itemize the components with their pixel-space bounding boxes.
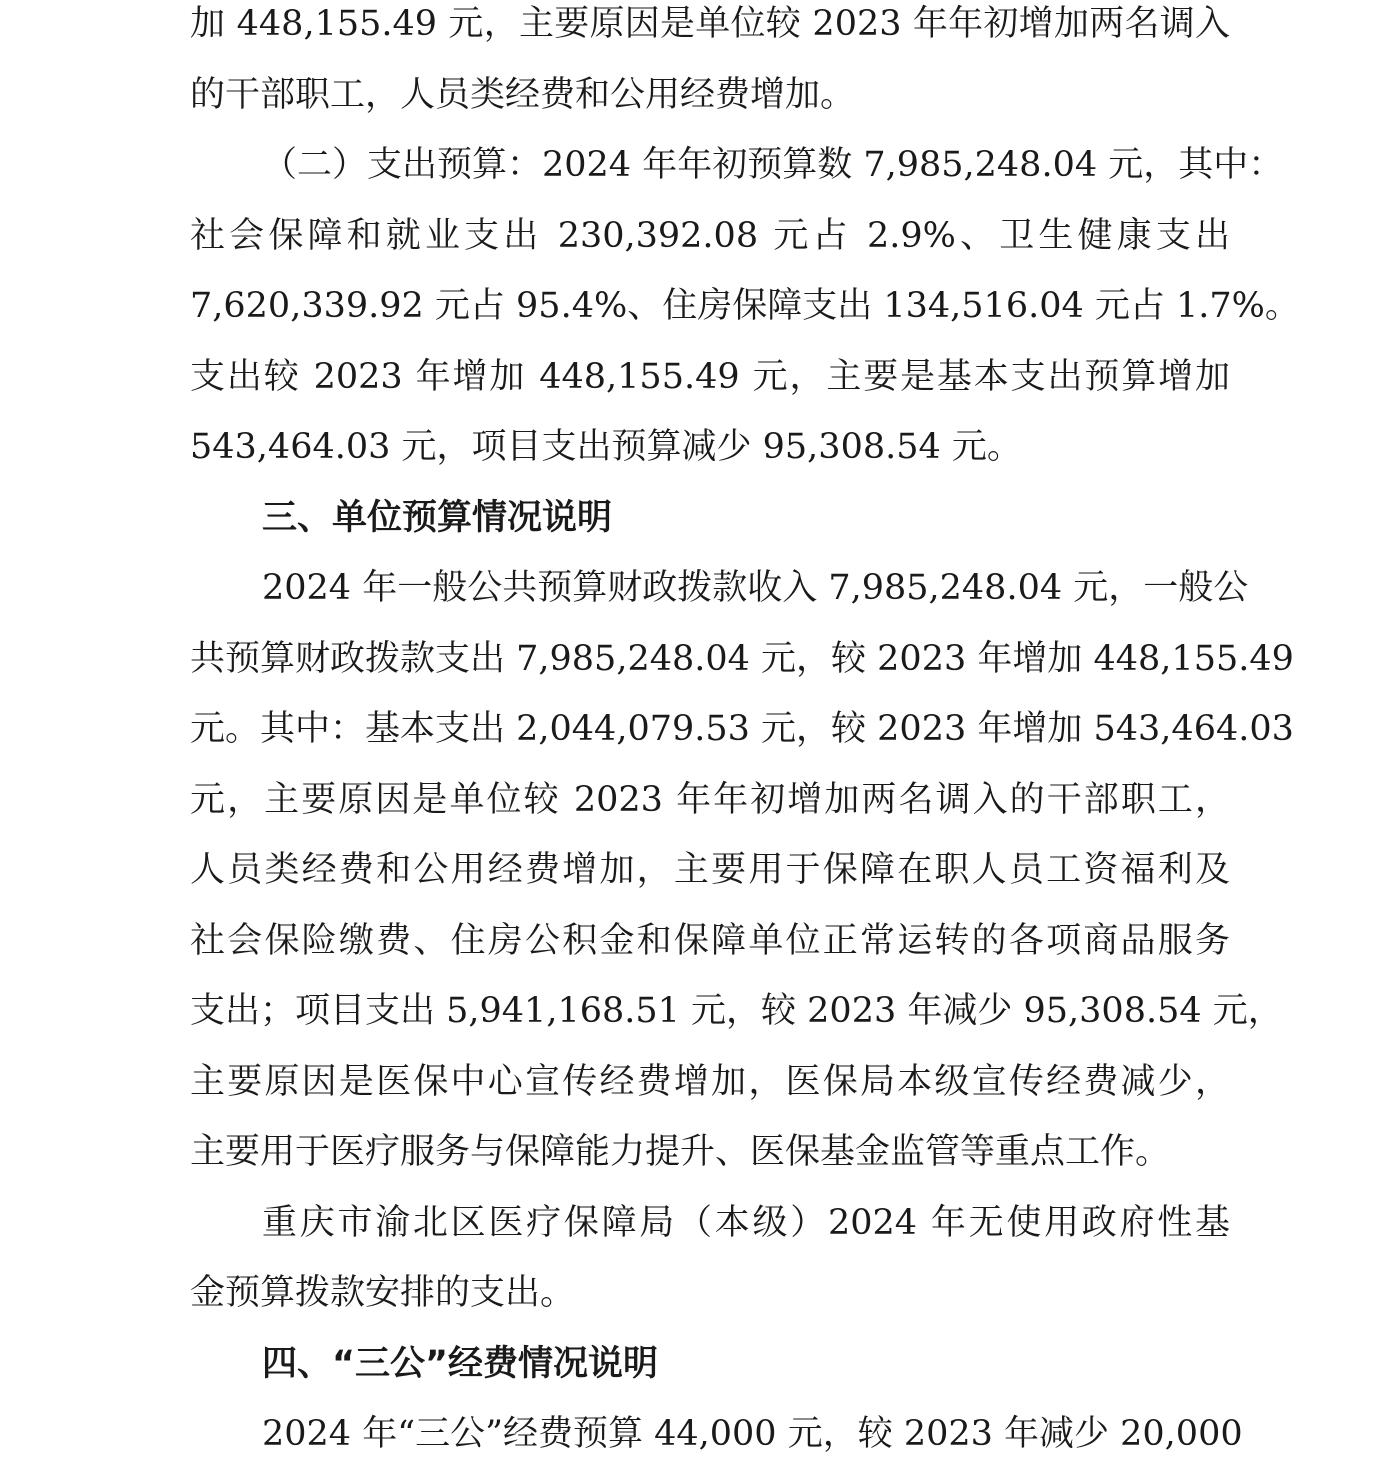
- text-line: 支出；项目支出 5,941,168.51 元，较 2023 年减少 95,308.54 元，: [190, 991, 1283, 1031]
- text-line: 元，主要原因是单位较 2023 年年初增加两名调入的干部职工，: [190, 779, 1230, 820]
- text-line: 社会保险缴费、住房公积金和保障单位正常运转的各项商品服务: [190, 920, 1230, 961]
- text-line: 的干部职工，人员类经费和公用经费增加。: [190, 74, 856, 115]
- text-line: 7,620,339.92 元占 95.4%、住房保障支出 134,516.04 元占 1.7%。: [190, 286, 1300, 326]
- paragraph-expense-budget: [190, 130, 1300, 483]
- section-heading-unit-budget: [190, 483, 1230, 554]
- text-line: 支出较 2023 年增加 448,155.49 元，主要是基本支出预算增加: [190, 356, 1230, 397]
- text-line: 人员类经费和公用经费增加，主要用于保障在职人员工资福利及: [190, 850, 1230, 890]
- text-line: 2024 年一般公共预算财政拨款收入 7,985,248.04 元，一般公: [262, 568, 1249, 608]
- paragraph-income-continued: [190, 0, 1230, 130]
- paragraph-gov-fund: [190, 1188, 1230, 1329]
- text-line: 543,464.03 元，项目支出预算减少 95,308.54 元。: [190, 427, 1022, 467]
- section-heading: 四、“三公”经费情况说明: [262, 1343, 659, 1384]
- paragraph-unit-budget: [190, 553, 1294, 1188]
- paragraph-three-public: [190, 1399, 1243, 1470]
- text-line: 金预算拨款安排的支出。: [190, 1273, 576, 1313]
- text-line: 加 448,155.49 元，主要原因是单位较 2023 年年初增加两名调入: [190, 4, 1230, 44]
- text-line: 主要原因是医保中心宣传经费增加，医保局本级宣传经费减少，: [190, 1061, 1230, 1102]
- document-page: [190, 0, 1300, 1470]
- text-line: 主要用于医疗服务与保障能力提升、医保基金监管等重点工作。: [190, 1132, 1171, 1172]
- section-heading: 三、单位预算情况说明: [262, 497, 613, 538]
- text-line: （二）支出预算：2024 年年初预算数 7,985,248.04 元，其中：: [262, 145, 1284, 185]
- section-heading-three-public: [190, 1329, 1230, 1400]
- text-line: 元。其中：基本支出 2,044,079.53 元，较 2023 年增加 543,464.03: [190, 709, 1294, 749]
- text-line: 社会保障和就业支出 230,392.08 元占 2.9%、卫生健康支出: [190, 215, 1230, 256]
- text-line: 共预算财政拨款支出 7,985,248.04 元，较 2023 年增加 448,155.49: [190, 638, 1294, 679]
- text-line: 重庆市渝北区医疗保障局（本级）2024 年无使用政府性基: [262, 1202, 1230, 1243]
- text-line: 2024 年“三公”经费预算 44,000 元，较 2023 年减少 20,000: [262, 1414, 1243, 1454]
